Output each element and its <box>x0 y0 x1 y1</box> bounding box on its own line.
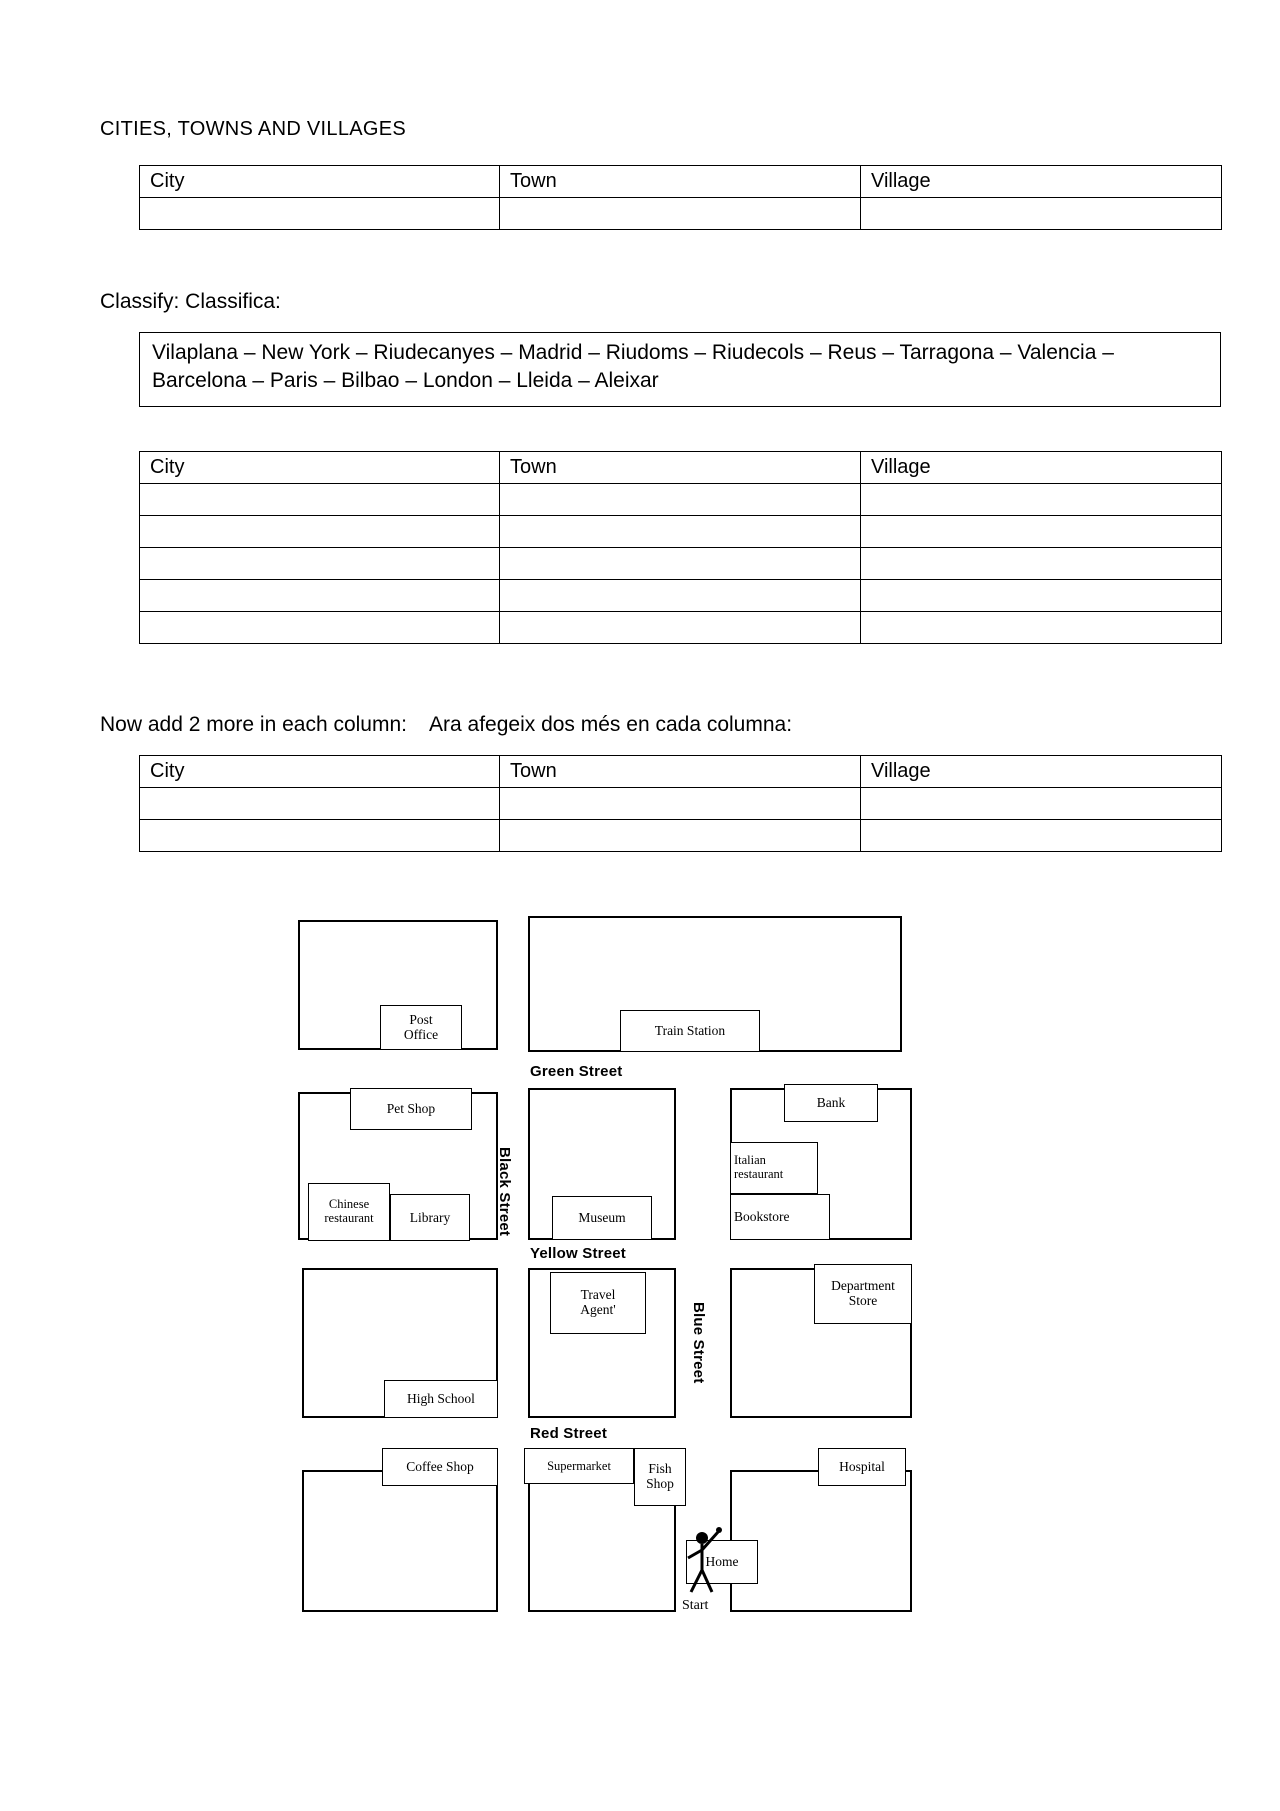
prompt-classify: Classify: Classifica: <box>100 290 281 313</box>
label-train-station: Train Station <box>620 1010 760 1052</box>
table-row[interactable] <box>140 580 1222 612</box>
label-department-store: Department Store <box>814 1264 912 1324</box>
cell-city[interactable] <box>140 198 500 230</box>
street-label-red: Red Street <box>530 1425 608 1442</box>
classification-table-1 <box>139 165 1222 230</box>
town-map <box>290 920 990 1680</box>
column-header-town: Town <box>500 166 861 198</box>
cell-village[interactable] <box>861 516 1222 548</box>
cell-village[interactable] <box>861 820 1222 852</box>
cell-city[interactable] <box>140 788 500 820</box>
label-fish-shop: Fish Shop <box>634 1448 686 1506</box>
street-label-green: Green Street <box>530 1063 623 1080</box>
table-row[interactable] <box>140 612 1222 644</box>
label-coffee-shop: Coffee Shop <box>382 1448 498 1486</box>
table-row[interactable] <box>140 516 1222 548</box>
cell-town[interactable] <box>500 198 861 230</box>
page-title: CITIES, TOWNS AND VILLAGES <box>100 118 407 140</box>
cell-city[interactable] <box>140 484 500 516</box>
start-figure-icon <box>684 1524 728 1600</box>
label-museum: Museum <box>552 1196 652 1240</box>
column-header-city: City <box>140 166 500 198</box>
cell-town[interactable] <box>500 516 861 548</box>
table-header-row <box>140 452 1222 484</box>
column-header-village: Village <box>861 452 1222 484</box>
label-library: Library <box>390 1194 470 1241</box>
prompt-add-two-more <box>100 713 792 737</box>
cell-village[interactable] <box>861 580 1222 612</box>
cell-city[interactable] <box>140 548 500 580</box>
table-row[interactable] <box>140 548 1222 580</box>
table-header-row <box>140 756 1222 788</box>
cell-village[interactable] <box>861 788 1222 820</box>
cell-town[interactable] <box>500 580 861 612</box>
column-header-town: Town <box>500 452 861 484</box>
cell-village[interactable] <box>861 548 1222 580</box>
classification-table-3 <box>139 755 1222 852</box>
column-header-village: Village <box>861 166 1222 198</box>
label-travel-agent: Travel Agent' <box>550 1272 646 1334</box>
cell-village[interactable] <box>861 612 1222 644</box>
label-post-office: Post Office <box>380 1005 462 1050</box>
classification-table-2 <box>139 451 1222 644</box>
cell-town[interactable] <box>500 820 861 852</box>
label-bank: Bank <box>784 1084 878 1122</box>
table-row[interactable] <box>140 484 1222 516</box>
cell-city[interactable] <box>140 612 500 644</box>
cell-town[interactable] <box>500 788 861 820</box>
table-row[interactable] <box>140 788 1222 820</box>
label-pet-shop: Pet Shop <box>350 1088 472 1130</box>
label-bookstore: Bookstore <box>730 1194 830 1240</box>
label-high-school: High School <box>384 1380 498 1418</box>
map-block-coffee-shop <box>302 1470 498 1612</box>
column-header-village: Village <box>861 756 1222 788</box>
prompt-add-two-more-en: Now add 2 more in each column: <box>100 713 407 736</box>
column-header-city: City <box>140 756 500 788</box>
street-label-blue: Blue Street <box>690 1302 707 1384</box>
prompt-add-two-more-ca: Ara afegeix dos més en cada columna: <box>429 713 793 736</box>
label-start: Start <box>682 1598 709 1613</box>
column-header-city: City <box>140 452 500 484</box>
label-italian-restaurant: Italian restaurant <box>730 1142 818 1194</box>
table-row[interactable] <box>140 198 1222 230</box>
cell-city[interactable] <box>140 820 500 852</box>
table-header-row <box>140 166 1222 198</box>
label-home: Home <box>686 1540 758 1584</box>
cell-city[interactable] <box>140 516 500 548</box>
cell-town[interactable] <box>500 548 861 580</box>
word-bank: Vilaplana – New York – Riudecanyes – Madrid – Riudoms – Riudecols – Reus – Tarragona – Valencia – Barcelona – Paris – Bilbao – London – Lleida – Aleixar <box>139 332 1221 407</box>
cell-town[interactable] <box>500 484 861 516</box>
table-row[interactable] <box>140 820 1222 852</box>
cell-village[interactable] <box>861 198 1222 230</box>
cell-town[interactable] <box>500 612 861 644</box>
label-hospital: Hospital <box>818 1448 906 1486</box>
label-chinese-restaurant: Chinese restaurant <box>308 1183 390 1241</box>
street-label-yellow: Yellow Street <box>530 1245 626 1262</box>
cell-village[interactable] <box>861 484 1222 516</box>
label-supermarket: Supermarket <box>524 1448 634 1484</box>
column-header-town: Town <box>500 756 861 788</box>
street-label-black: Black Street <box>496 1147 513 1237</box>
cell-city[interactable] <box>140 580 500 612</box>
